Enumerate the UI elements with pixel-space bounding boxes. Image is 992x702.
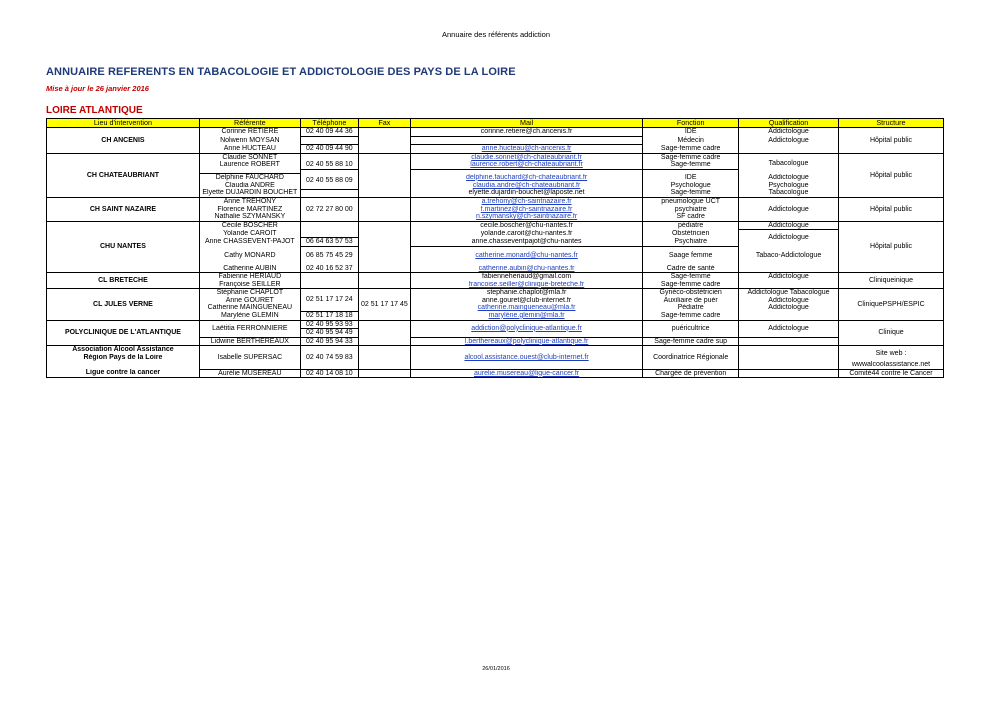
fonction: Psychologue xyxy=(643,182,739,190)
qualification: Tabaco-Addictologue xyxy=(739,251,839,261)
fonction: Sage-femme cadre xyxy=(643,312,739,321)
table-row xyxy=(47,221,944,230)
fonction: psychiatre xyxy=(643,206,739,214)
place-chu-nantes: CHU NANTES xyxy=(47,221,200,273)
page-footer-date: 26/01/2016 xyxy=(482,666,510,672)
fonction: Chargée de prévention xyxy=(643,369,739,378)
fax xyxy=(358,198,410,206)
mail-link[interactable] xyxy=(410,145,642,154)
referente-name: Claudie SONNET xyxy=(199,153,300,161)
fonction: Sage-femme xyxy=(643,161,739,169)
fonction: Auxiliaire de puér xyxy=(643,297,739,305)
mail-text[interactable]: laurence.robert@ch-chateaubriant.fr xyxy=(470,161,583,168)
referente-name: Stéphanie CHAPLOT xyxy=(199,289,300,297)
fax xyxy=(358,182,410,190)
mail-text[interactable] xyxy=(410,230,642,238)
referente-name: Catherine MAINGUENEAU xyxy=(199,304,300,312)
qualification: Addictologue xyxy=(739,174,839,182)
referente-name: Yolande CAROIT xyxy=(199,230,300,238)
place-ch-chateaubriant: CH CHATEAUBRIANT xyxy=(47,153,200,198)
mail-text[interactable]: alcool.assistance.ouest@club-internet.fr xyxy=(464,353,589,361)
phone xyxy=(300,281,358,289)
qualification: Tabacologue xyxy=(739,153,839,174)
table-header-row xyxy=(47,119,944,128)
fonction: Sage-femme xyxy=(643,273,739,281)
mail-link[interactable] xyxy=(410,265,642,273)
table-row xyxy=(47,273,944,281)
fonction: Gynéco-obstétricien xyxy=(643,289,739,297)
mail-text[interactable]: catherine.monard@chu-nantes.fr xyxy=(475,251,578,259)
column-header-mail: Mail xyxy=(410,119,642,128)
place-region: Région Pays de la Loire xyxy=(47,354,200,362)
qualification xyxy=(739,337,839,346)
qualification: Addictologue xyxy=(739,136,839,145)
page-header: Annuaire des référents addiction xyxy=(442,30,550,39)
qualification: Addictologue xyxy=(739,297,839,305)
phone: 02 51 17 18 18 xyxy=(300,312,358,321)
referents-table xyxy=(46,118,944,378)
structure-ancenis: Hôpital public xyxy=(838,128,943,154)
column-header-referente: Référente xyxy=(199,119,300,128)
qualification xyxy=(739,281,839,289)
fonction: pédiatre xyxy=(643,221,739,230)
fonction: Sage-femme xyxy=(643,189,739,198)
phone xyxy=(300,230,358,238)
column-header-lieu: Lieu d'intervention xyxy=(47,119,200,128)
phone: 02 40 14 08 10 xyxy=(300,369,358,378)
fax xyxy=(358,251,410,261)
referente-name: Anne GOURET xyxy=(199,297,300,305)
mail-link[interactable] xyxy=(410,161,642,169)
structure-site-web: Site web : xyxy=(838,346,943,362)
phone: 02 40 55 88 10 xyxy=(300,161,358,169)
fax xyxy=(358,145,410,154)
table-row xyxy=(47,369,944,378)
mail-value[interactable]: anne.gouret@club-internet.fr xyxy=(481,296,572,304)
column-header-qualification: Qualification xyxy=(739,119,839,128)
referente-name: Fabienne HERIAUD xyxy=(199,273,300,281)
fonction: Coordinatrice Régionale xyxy=(643,346,739,370)
place-region-blank xyxy=(47,361,200,369)
fax xyxy=(358,265,410,273)
phone xyxy=(300,221,358,230)
mail-value[interactable]: fabienneheriaud@gmail.com xyxy=(481,273,572,280)
document-title: ANNUAIRE REFERENTS EN TABACOLOGIE ET ADDICTOLOGIE DES PAYS DE LA LOIRE xyxy=(46,66,516,78)
qualification: Addictologue xyxy=(739,304,839,312)
phone: 02 40 95 93 93 xyxy=(300,320,358,329)
column-header-fax: Fax xyxy=(358,119,410,128)
fax xyxy=(358,213,410,221)
mail-link[interactable] xyxy=(410,182,642,190)
mail-text[interactable]: claudia.andre@ch-chateaubriant.fr xyxy=(472,181,581,189)
mail-text[interactable] xyxy=(410,221,642,230)
mail-text[interactable]: anne.hucteau@ch-ancenis.fr xyxy=(481,145,572,152)
phone: 02 40 95 94 49 xyxy=(300,329,358,338)
mail-text[interactable] xyxy=(410,297,642,305)
table-row xyxy=(47,153,944,161)
phone xyxy=(300,136,358,145)
mail-link[interactable] xyxy=(410,320,642,337)
referente-name: Anne TREHONY xyxy=(199,198,300,206)
fonction: SF cadre xyxy=(643,213,739,221)
fax xyxy=(358,221,410,230)
structure-site-url[interactable]: wwwalcoolassistance.net xyxy=(838,361,943,369)
phone: 02 51 17 17 24 xyxy=(300,289,358,312)
structure-breteche: Cliniqueinique xyxy=(838,273,943,289)
phone: 02 40 09 44 90 xyxy=(300,145,358,154)
referente-name: Nolwenn MOYSAN xyxy=(199,136,300,145)
column-header-fonction: Fonction xyxy=(643,119,739,128)
referente-name: Cathy MONARD xyxy=(199,251,300,261)
update-date: Mise à jour le 26 janvier 2016 xyxy=(46,84,149,93)
referente-name: Delphine FAUCHARD xyxy=(199,174,300,182)
column-header-telephone: Téléphone xyxy=(300,119,358,128)
fonction: Sage-femme cadre xyxy=(643,281,739,289)
phone xyxy=(300,153,358,161)
fonction: Pédiatre xyxy=(643,304,739,312)
phone: 02 40 55 88 09 xyxy=(300,174,358,190)
qualification: Addictologue xyxy=(739,128,839,137)
structure-chateaubriant: Hôpital public xyxy=(838,153,943,198)
referente-name: Florence MARTINEZ xyxy=(199,206,300,214)
phone: 06 64 63 57 53 xyxy=(300,238,358,247)
structure-jules-verne: CliniquePSPH/ESPIC xyxy=(838,289,943,321)
phone: 02 72 27 80 00 xyxy=(300,198,358,222)
mail-text[interactable]: a.trehony@ch-saintnazaire.fr xyxy=(481,198,572,205)
place-polyclinique-atlantique: POLYCLINIQUE DE L'ATLANTIQUE xyxy=(47,320,200,346)
fax xyxy=(358,161,410,169)
mail-value[interactable]: yolande.caroit@chu-nantes.fr xyxy=(480,229,573,237)
mail-text[interactable] xyxy=(410,273,642,281)
phone: 02 40 74 59 83 xyxy=(300,346,358,370)
fax xyxy=(358,238,410,247)
mail-text[interactable]: f.martinez@ch-saintnazaire.fr xyxy=(480,205,573,213)
table-row xyxy=(47,346,944,354)
fonction: Médecin xyxy=(643,136,739,145)
phone: 02 40 16 52 37 xyxy=(300,265,358,273)
region-title: LOIRE ATLANTIQUE xyxy=(46,105,143,116)
mail-link[interactable] xyxy=(410,369,642,378)
mail-text[interactable]: n.szymansky@ch-saintnazaire.fr xyxy=(475,213,578,220)
qualification xyxy=(739,369,839,378)
mail-text[interactable]: francoise.seiller@clinique-breteche.fr xyxy=(468,280,585,288)
structure-saint-nazaire: Hôpital public xyxy=(838,198,943,222)
table-row xyxy=(47,198,944,206)
phone xyxy=(300,189,358,198)
fonction: Obstétricien xyxy=(643,230,739,238)
qualification: Addictologue xyxy=(739,198,839,222)
place-ligue: Ligue contre la cancer xyxy=(47,369,200,378)
mail-value[interactable]: anne.chasseventpajot@chu-nantes xyxy=(471,237,582,245)
mail-link[interactable] xyxy=(410,213,642,221)
referente-name: Elyette DUJARDIN BOUCHET xyxy=(199,189,300,198)
place-association-line-1 xyxy=(47,346,200,354)
mail-empty xyxy=(410,136,642,145)
place-ch-saint-nazaire: CH SAINT NAZAIRE xyxy=(47,198,200,222)
mail-text[interactable] xyxy=(410,238,642,247)
mail-text[interactable]: l.berthereaux@polyclinique-atlantique.fr xyxy=(464,337,589,345)
phone xyxy=(300,273,358,281)
referente-name: Laurence ROBERT xyxy=(199,161,300,169)
phone: 02 40 95 94 33 xyxy=(300,337,358,346)
referente-name: Isabelle SUPERSAC xyxy=(199,346,300,370)
fonction: Cadre de santé xyxy=(643,265,739,273)
qualification xyxy=(739,265,839,273)
structure-nantes: Hôpital public xyxy=(838,221,943,273)
fax xyxy=(358,281,410,289)
mail-link[interactable] xyxy=(410,312,642,321)
fonction: pneumologue UCT xyxy=(643,198,739,206)
referente-name: Corinne RETIERE xyxy=(199,128,300,137)
place-cl-breteche: CL BRETECHE xyxy=(47,273,200,289)
fonction: Saage femme xyxy=(643,251,739,261)
fax xyxy=(358,174,410,182)
mail-link[interactable] xyxy=(410,281,642,289)
fonction: puéricultrice xyxy=(643,320,739,337)
mail-text[interactable]: claudie.sonnet@ch-chateaubriant.fr xyxy=(471,153,582,161)
column-header-structure: Structure xyxy=(838,119,943,128)
fax xyxy=(358,206,410,214)
phone: 06 85 75 45 29 xyxy=(300,251,358,261)
fonction: Sage-femme cadre sup xyxy=(643,337,739,346)
mail-link[interactable] xyxy=(410,346,642,370)
phone: 02 40 09 44 36 xyxy=(300,128,358,137)
mail-value[interactable]: stephanie.chaplot@mla.fr xyxy=(486,289,567,296)
qualification: Addictologue xyxy=(739,221,839,230)
referente-name: Cécile BOSCHER xyxy=(199,221,300,230)
referente-name: Marylène GLEMIN xyxy=(199,312,300,321)
referente-name: Lidwine BERTHEREAUX xyxy=(199,337,300,346)
table-row xyxy=(47,320,944,329)
mail-link[interactable] xyxy=(410,304,642,312)
fax xyxy=(358,320,410,337)
fonction: Sage-femme cadre xyxy=(643,145,739,154)
mail-text[interactable]: addiction@polyclinique-atlantique.fr xyxy=(471,324,582,332)
mail-value[interactable]: elyette.dujardin-bouchet@laposte.net xyxy=(468,189,585,197)
qualification xyxy=(739,346,839,370)
fax xyxy=(358,346,410,370)
fonction: IDE xyxy=(643,128,739,137)
mail-link[interactable] xyxy=(410,206,642,214)
table-row xyxy=(47,289,944,297)
mail-text[interactable]: corinne.retiere@ch.ancenis.fr xyxy=(480,128,573,135)
qualification: Addictologue xyxy=(739,273,839,281)
mail-text[interactable] xyxy=(410,189,642,198)
mail-link[interactable] xyxy=(410,174,642,182)
fax: 02 51 17 17 45 xyxy=(358,289,410,321)
mail-link[interactable] xyxy=(410,337,642,346)
qualification: Addictologue Tabacologue xyxy=(739,289,839,297)
fax xyxy=(358,273,410,281)
qualification: Tabacologue xyxy=(739,189,839,198)
qualification xyxy=(739,145,839,154)
fax xyxy=(358,153,410,161)
mail-text[interactable]: aurelie.musereau@ligue-cancer.fr xyxy=(473,369,580,377)
mail-link[interactable] xyxy=(410,251,642,261)
mail-link[interactable] xyxy=(410,198,642,206)
qualification xyxy=(739,312,839,321)
mail-text[interactable]: delphine.fauchard@ch-chateaubriant.fr xyxy=(466,173,588,181)
fax xyxy=(358,369,410,378)
table-row xyxy=(47,128,944,137)
fax xyxy=(358,189,410,198)
referente-name: Françoise SEILLER xyxy=(199,281,300,289)
mail-text[interactable]: catherine.maingueneau@mla.fr xyxy=(477,304,576,311)
mail-link[interactable] xyxy=(410,128,642,137)
qualification: Addictologue xyxy=(739,320,839,337)
referente-name: Nathalie SZYMANSKY xyxy=(199,213,300,221)
referente-name: Claudia ANDRE xyxy=(199,182,300,190)
mail-value[interactable]: cecile.boscher@chu-nantes.fr xyxy=(480,221,573,229)
referente-name: Aurélie MUSEREAU xyxy=(199,369,300,378)
place-cl-jules-verne: CL JULES VERNE xyxy=(47,289,200,321)
fax xyxy=(358,136,410,145)
mail-link[interactable] xyxy=(410,153,642,161)
mail-text[interactable] xyxy=(410,289,642,297)
referente-name: Laëtitia FERRONNIERE xyxy=(199,320,300,337)
referente-name: Catherine AUBIN xyxy=(199,265,300,273)
place-association: Association Alcool Assistance xyxy=(72,346,174,353)
referente-name: Anne CHASSEVENT-PAJOT xyxy=(199,238,300,247)
mail-text[interactable]: catherine.aubin@chu-nantes.fr xyxy=(478,264,575,272)
qualification: Psychologue xyxy=(739,182,839,190)
fax xyxy=(358,337,410,346)
structure-ligue: Comité44 contre le Cancer xyxy=(838,369,943,378)
fax xyxy=(358,128,410,137)
referente-name: Anne HUCTEAU xyxy=(199,145,300,154)
fonction: Psychiatre xyxy=(643,238,739,247)
fonction: IDE xyxy=(643,174,739,182)
structure-atlantique: Clinique xyxy=(838,320,943,346)
fonction: Sage-femme cadre xyxy=(643,153,739,161)
fax xyxy=(358,230,410,238)
mail-text[interactable]: marylène.glemin@mla.fr xyxy=(488,311,565,319)
place-ch-ancenis: CH ANCENIS xyxy=(47,128,200,154)
qualification: Addictologue xyxy=(739,230,839,247)
